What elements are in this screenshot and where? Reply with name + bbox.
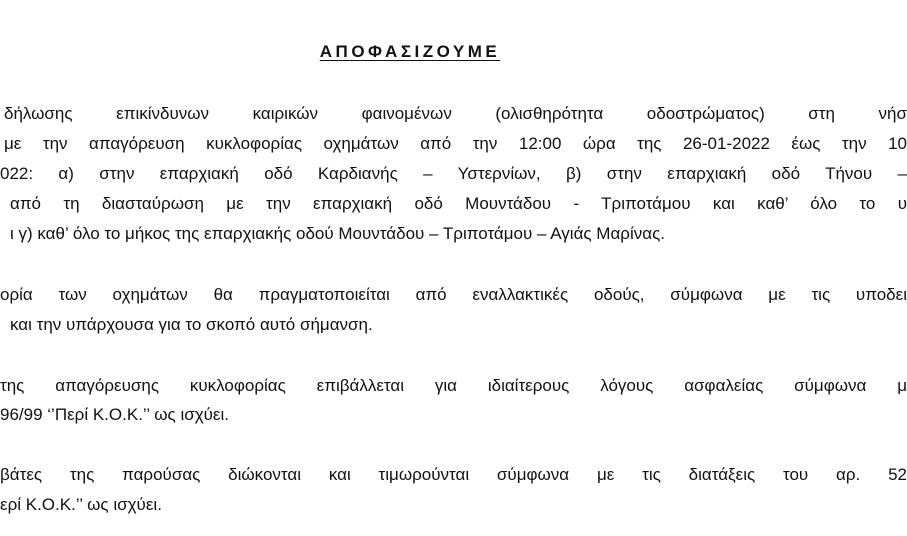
paragraph-1-line-4: από τη διασταύρωση με την επαρχιακή οδό Μουντάδου - Τριποτάμου και καθ’ όλο το υ xyxy=(10,194,907,213)
paragraph-4-line-2: ερί Κ.Ο.Κ.’’ ως ισχύει. xyxy=(0,495,162,514)
paragraph-3-line-1: της απαγόρευσης κυκλοφορίας επιβάλλεται για ιδιαίτερους λόγους ασφαλείας σύμφωνα μ xyxy=(0,376,907,395)
paragraph-2-line-2: και την υπάρχουσα για το σκοπό αυτό σήμανση. xyxy=(10,315,373,334)
document-title: ΑΠΟΦΑΣΙΖΟΥΜΕ xyxy=(319,42,501,61)
paragraph-1-line-3: 022: α) στην επαρχιακή οδό Καρδιανής – Υστερνίων, β) στην επαρχιακή οδό Τήνου – xyxy=(0,164,907,183)
paragraph-1-line-1: δήλωσης επικίνδυνων καιρικών φαινομένων (ολισθηρότητα οδοστρώματος) στη νήσ xyxy=(4,104,907,123)
paragraph-4-line-1: βάτες της παρούσας διώκονται και τιμωρούνται σύμφωνα με τις διατάξεις του αρ. 52 xyxy=(0,465,907,484)
paragraph-3-line-2: 96/99 ‘’Περί Κ.Ο.Κ.’’ ως ισχύει. xyxy=(0,405,230,424)
paragraph-2-line-1: ορία των οχημάτων θα πραγματοποιείται από εναλλακτικές οδούς, σύμφωνα με τις υποδει xyxy=(0,285,907,304)
paragraph-1-line-5: ι γ) καθ’ όλο το μήκος της επαρχιακής οδού Μουντάδου – Τριποτάμου – Αγιάς Μαρίνας. xyxy=(10,224,665,243)
paragraph-1-line-2: με την απαγόρευση κυκλοφορίας οχημάτων από την 12:00 ώρα της 26-01-2022 έως την 10 xyxy=(4,134,907,153)
